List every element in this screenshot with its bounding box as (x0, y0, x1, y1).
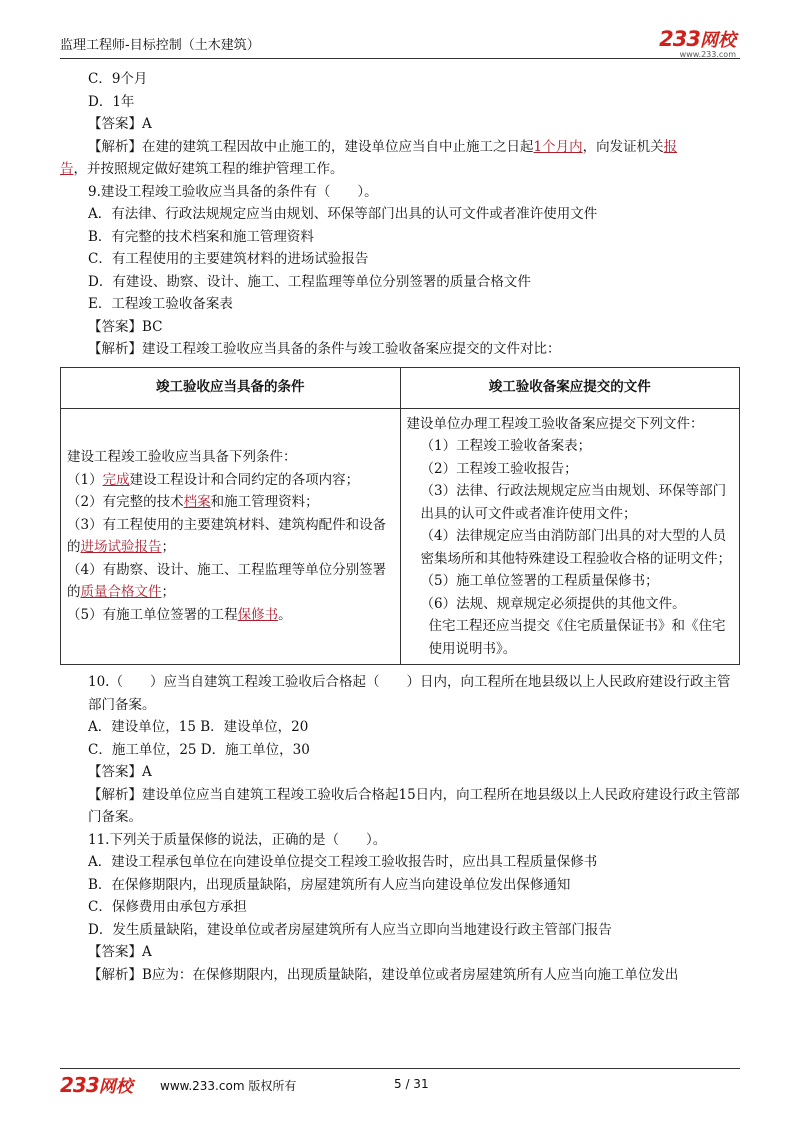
cell-text: （3）有工程使用的主要建筑材料、建筑构配件和设备的进场试验报告； (67, 516, 387, 556)
text-run: 【解析】在建的建筑工程因故中止施工的，建设单位应当自中止施工之日起 (88, 138, 534, 155)
cell-text: （5）施工单位签署的工程质量保修书； (420, 573, 659, 589)
cell-text: （1）工程竣工验收备案表； (420, 438, 592, 454)
highlight-term: 完成 (102, 471, 130, 488)
logo-number: 233 (659, 27, 700, 51)
cell-text: （2）有完整的技术档案和施工管理资料； (67, 494, 319, 511)
highlight-term: 告 (60, 161, 74, 177)
page-body (60, 68, 740, 986)
cell-text: （4）法律规定应当由消防部门出具的对大型的人员密集场所和其他特殊建设工程验收合格的证明文件； (420, 528, 731, 567)
cell-text: 住宅工程还应当提交《住宅质量保证书》和《住宅使用说明书》。 (428, 618, 726, 657)
option-line: A．建设工程承包单位在向建设单位提交工程竣工验收报告时，应出具工程质量保修书 (88, 854, 598, 870)
cell-text: （5）有施工单位签署的工程保修书。 (67, 606, 292, 623)
cell-text: 建设工程竣工验收应当具备下列条件： (67, 449, 297, 466)
explanation-line: 【解析】建设单位应当自建筑工程竣工验收后合格起15日内，向工程所在地县级以上人民政府建设行政主管部门备案。 (88, 786, 740, 825)
document-title: 监理工程师-目标控制（土木建筑） (60, 38, 260, 53)
logo-text: 网校 (98, 1077, 133, 1097)
question-11: 11.下列关于质量保修的说法，正确的是（ ）。 (88, 831, 387, 848)
explanation-line (60, 158, 740, 181)
question-9: 9.建设工程竣工验收应当具备的条件有（ ）。 (88, 183, 378, 200)
logo-number: 233 (60, 1073, 99, 1097)
option-line: A．建设单位，15 B．建设单位，20 (88, 719, 309, 735)
cell-text: （2）工程竣工验收报告； (420, 460, 578, 477)
brand-logo[interactable] (659, 26, 736, 52)
option-line: D．发生质量缺陷，建设单位或者房屋建筑所有人应当立即向当地建设行政主管部门报告 (88, 921, 612, 938)
text-run: ，并按照规定做好建筑工程的维护管理工作。 (73, 161, 344, 177)
option-line: A．有法律、行政法规规定应当由规划、环保等部门出具的认可文件或者准许使用文件 (88, 206, 598, 222)
table-header-row (61, 367, 740, 408)
highlight-term: 1个月内 (533, 138, 583, 155)
cell-text: （6）法规、规章规定必须提供的其他文件。 (420, 595, 686, 612)
explanation-line (60, 136, 740, 159)
table-row (61, 408, 740, 665)
header-divider (60, 58, 740, 59)
table-header-cell: 竣工验收应当具备的条件 (61, 367, 401, 408)
page-header (60, 26, 740, 59)
page-number: 5 / 31 (394, 1077, 429, 1091)
comparison-table (60, 367, 740, 666)
question-10: 10.（ ）应当自建筑工程竣工验收后合格起（ ）日内，向工程所在地县级以上人民政府建设行政主管部门备案。 (88, 674, 731, 713)
option-line: B．在保修期限内，出现质量缺陷，房屋建筑所有人应当向建设单位发出保修通知 (88, 876, 571, 893)
cell-text: 建设单位办理工程竣工验收备案应提交下列文件： (406, 415, 704, 432)
table-cell-documents (400, 408, 740, 665)
table-cell-conditions (61, 408, 401, 665)
option-line: C．有工程使用的主要建筑材料的进场试验报告 (88, 251, 369, 267)
option-line: E．工程竣工验收备案表 (88, 296, 233, 312)
cell-text: （4）有勘察、设计、施工、工程监理等单位分别签署的质量合格文件； (67, 561, 387, 601)
option-line: D．1年 (88, 93, 135, 110)
option-line: C．施工单位，25 D．施工单位，30 (88, 741, 310, 758)
cell-text: （1）完成建设工程设计和合同约定的各项内容； (67, 471, 360, 488)
cell-text: （3）法律、行政法规规定应当由规划、环保等部门出具的认可文件或者准许使用文件； (420, 483, 727, 522)
answer-line: 【答案】BC (88, 318, 163, 335)
option-line: B．有完整的技术档案和施工管理资料 (88, 228, 314, 245)
option-line: C．保修费用由承包方承担 (88, 899, 247, 915)
explanation-line: 【解析】建设工程竣工验收应当具备的条件与竣工验收备案应提交的文件对比： (88, 341, 561, 357)
highlight-term: 质量合格文件 (80, 584, 162, 601)
highlight-term: 进场试验报告 (80, 539, 162, 556)
option-line: C．9个月 (88, 71, 148, 87)
highlight-term: 保修书 (237, 606, 279, 623)
footer-logo[interactable] (60, 1072, 133, 1097)
table-header-cell: 竣工验收备案应提交的文件 (400, 367, 740, 408)
highlight-term: 档案 (183, 494, 211, 511)
logo-text: 网校 (700, 30, 736, 51)
option-line: D．有建设、勘察、设计、施工、工程监理等单位分别签署的质量合格文件 (88, 273, 531, 290)
page-footer (60, 1072, 740, 1098)
answer-line: 【答案】A (88, 764, 152, 780)
logo-url: www.233.com (679, 50, 736, 59)
footer-divider (60, 1068, 740, 1069)
copyright-text: www.233.com 版权所有 (160, 1079, 297, 1093)
explanation-line: 【解析】B应为：在保修期限内，出现质量缺陷，建设单位或者房屋建筑所有人应当向施工单位发出 (88, 966, 679, 983)
text-run: ，向发证机关 (582, 138, 664, 155)
answer-line: 【答案】A (88, 116, 152, 132)
answer-line: 【答案】A (88, 944, 152, 960)
highlight-term: 报 (663, 138, 678, 155)
